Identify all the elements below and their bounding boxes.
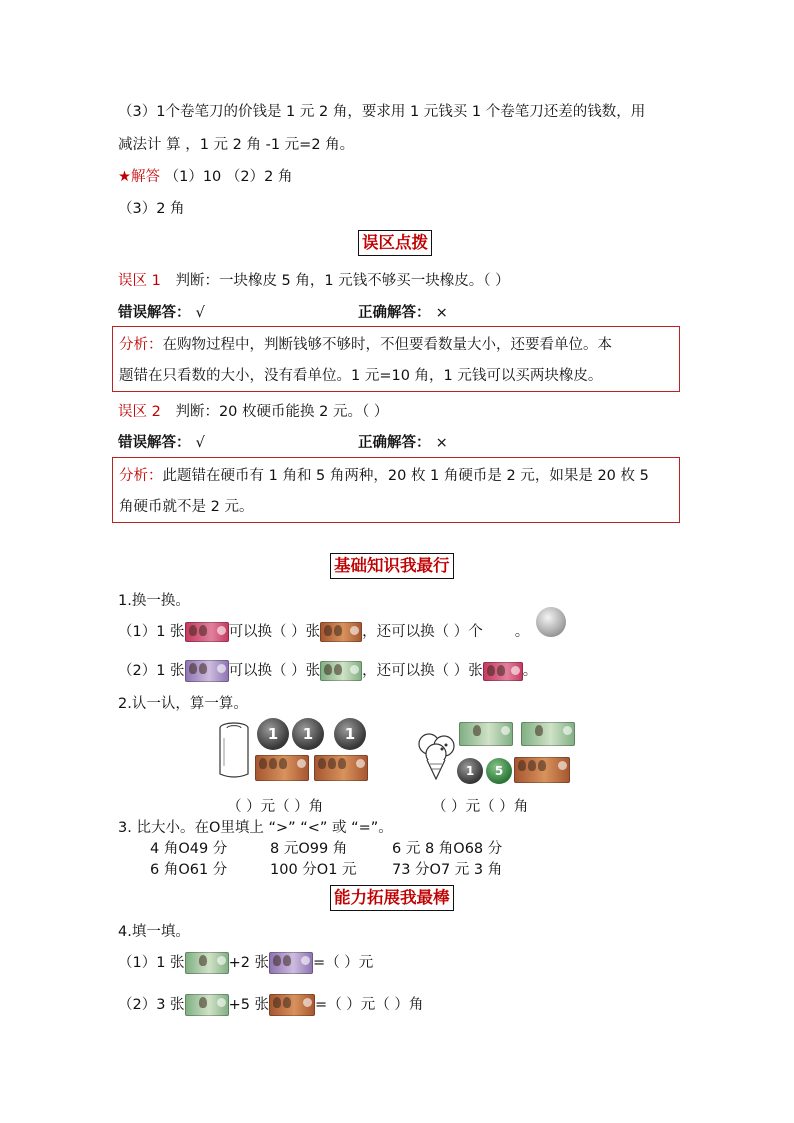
q3-row2-col1: 6 角O61 分	[150, 862, 228, 878]
analysis-text: 在购物过程中，判断钱够不够时，不但要看数量大小，还要看单位。本	[162, 337, 612, 353]
q4-row-2	[118, 992, 423, 1018]
q2-title: 2.认一认，算一算。	[118, 696, 248, 712]
one-yuan-coin-icon: 1	[257, 718, 289, 750]
right-answer-value: ×	[435, 305, 448, 321]
banknote-icon	[185, 952, 229, 974]
top-line-1: （3）1个卷笔刀的价钱是 1 元 2 角，要求用 1 元钱买 1 个卷笔刀还差的钱数，用	[118, 104, 646, 120]
banknote-icon	[185, 994, 229, 1016]
analysis-text: 此题错在硬币有 1 角和 5 角两种，20 枚 1 角硬币是 2 元，如果是 20 枚 5	[162, 468, 649, 484]
q1-row1-text-c: ，还可以换（ ）个	[362, 624, 483, 640]
banknote-icon	[269, 952, 313, 974]
misconception-2-analysis-box	[112, 457, 680, 523]
section-title-misconceptions: 误区点拨	[358, 230, 432, 256]
one-yuan-coin-icon: 1	[334, 718, 366, 750]
misconception-2-label: 误区 2	[118, 404, 161, 420]
banknote-icon	[483, 662, 523, 681]
analysis-line-1	[119, 461, 673, 492]
banknote-icon	[459, 722, 513, 746]
q1-row1-text-a: （1）1 张	[118, 624, 185, 640]
wrong-answer-label: 错误解答：	[118, 305, 191, 321]
analysis-line-2: 角硬币就不是 2 元。	[119, 499, 254, 515]
analysis-line-2: 题错在只看数的大小，没有看单位。1 元=10 角，1 元钱可以买两块橡皮。	[119, 368, 603, 384]
banknote-icon	[255, 755, 309, 781]
q4-row2-text-a: （2）3 张	[118, 997, 185, 1013]
q2-blank-left: （ ）元（ ）角	[227, 799, 324, 815]
wrong-answer-value: √	[195, 435, 205, 451]
q4-row1-text-b: +2 张	[228, 955, 270, 971]
right-answer-value: ×	[435, 435, 448, 451]
misconception-1-question: 判断：一块橡皮 5 角，1 元钱不够买一块橡皮。（ ）	[175, 273, 510, 289]
five-jiao-coin-icon: 5	[486, 758, 512, 784]
q1-row-2	[118, 658, 537, 684]
answer-line	[118, 165, 292, 186]
misconception-2-wrong	[118, 431, 205, 452]
q1-row2-text-a: （2）1 张	[118, 663, 185, 679]
banknote-icon	[269, 994, 315, 1016]
misconception-1-right	[358, 301, 448, 322]
q4-title: 4.填一填。	[118, 924, 190, 940]
q4-row2-text-c: =（ ）元（ ）角	[315, 997, 424, 1013]
section-title-basic: 基础知识我最行	[330, 553, 454, 579]
misconception-2-question-row	[118, 400, 388, 421]
top-line-2: 减法计 算 ，1 元 2 角 -1 元=2 角。	[118, 137, 355, 153]
misconception-1-analysis-box	[112, 326, 680, 392]
q3-row1-col1: 4 角O49 分	[150, 841, 228, 857]
q4-row2-text-b: +5 张	[228, 997, 270, 1013]
analysis-line-1	[119, 330, 673, 361]
q1-row2-text-d: 。	[522, 663, 538, 679]
answer-values: （1）10 （2）2 角	[164, 169, 293, 185]
answer-line-2: （3）2 角	[118, 201, 185, 217]
answer-label: ★解答	[118, 169, 160, 185]
misconception-1-question-row	[118, 269, 510, 290]
analysis-label: 分析：	[119, 337, 163, 353]
q4-row1-text-c: =（ ）元	[313, 955, 374, 971]
wrong-answer-label: 错误解答：	[118, 435, 191, 451]
right-answer-label: 正确解答：	[358, 305, 431, 321]
q3-row1-col2: 8 元O99 角	[270, 841, 348, 857]
q1-row-1	[118, 619, 529, 645]
banknote-icon	[320, 622, 362, 642]
ice-cream-icon	[416, 732, 458, 780]
right-answer-label: 正确解答：	[358, 435, 431, 451]
banknote-icon	[514, 757, 570, 783]
misconception-2-right	[358, 431, 448, 452]
one-yuan-coin-icon: 1	[457, 758, 483, 784]
soda-can-icon	[218, 722, 250, 780]
banknote-icon	[521, 722, 575, 746]
q1-row2-text-b: 可以换（ ）张	[228, 663, 321, 679]
misconception-1-wrong	[118, 301, 205, 322]
analysis-label: 分析：	[119, 468, 163, 484]
misconception-1-label: 误区 1	[118, 273, 161, 289]
q3-row2-col2: 100 分O1 元	[270, 862, 357, 878]
q3-row2-col3: 73 分O7 元 3 角	[392, 862, 503, 878]
q1-row1-text-b: 可以换（ ）张	[228, 624, 321, 640]
q1-title: 1.换一换。	[118, 593, 190, 609]
banknote-icon	[314, 755, 368, 781]
q1-row1-text-d: 。	[514, 624, 530, 640]
banknote-icon	[185, 660, 229, 682]
q2-blank-right: （ ）元（ ）角	[432, 799, 529, 815]
banknote-icon	[185, 622, 229, 642]
coin-icon	[536, 607, 566, 637]
q4-row-1	[118, 950, 373, 976]
wrong-answer-value: √	[195, 305, 205, 321]
banknote-icon	[320, 661, 362, 681]
q3-title: 3. 比大小。在O里填上 “>” “<” 或 “=”。	[118, 820, 393, 836]
q4-row1-text-a: （1）1 张	[118, 955, 185, 971]
q1-row2-text-c: ，还可以换（ ）张	[362, 663, 483, 679]
section-title-extend: 能力拓展我最棒	[330, 885, 454, 911]
one-yuan-coin-icon: 1	[292, 718, 324, 750]
q3-row1-col3: 6 元 8 角O68 分	[392, 841, 503, 857]
misconception-2-question: 判断：20 枚硬币能换 2 元。（ ）	[175, 404, 389, 420]
